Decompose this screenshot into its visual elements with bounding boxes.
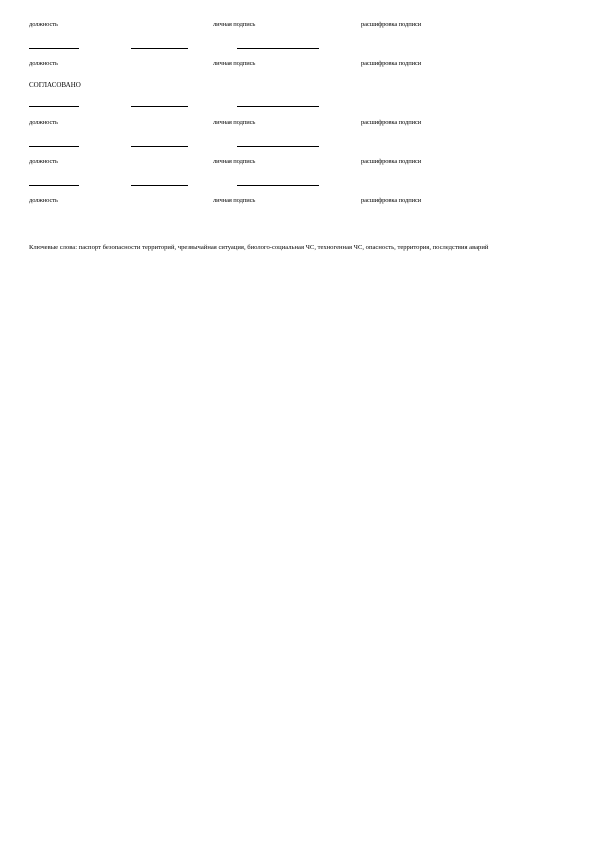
caption-signature-3: личная подпись	[213, 119, 256, 126]
position-line	[29, 48, 79, 49]
caption-decryption-3: расшифровка подписи	[361, 119, 422, 126]
date-line	[131, 106, 188, 107]
signature-line	[237, 146, 319, 147]
caption-position-1: должность	[29, 21, 58, 28]
position-line	[29, 106, 79, 107]
caption-decryption-4: расшифровка подписи	[361, 158, 422, 165]
position-line	[29, 185, 79, 186]
signature-line	[237, 106, 319, 107]
approved-heading: СОГЛАСОВАНО	[29, 81, 81, 89]
caption-signature-4: личная подпись	[213, 158, 256, 165]
caption-signature-5: личная подпись	[213, 197, 256, 204]
caption-position-3: должность	[29, 119, 58, 126]
signature-line	[237, 185, 319, 186]
date-line	[131, 185, 188, 186]
date-line	[131, 146, 188, 147]
date-line	[131, 48, 188, 49]
caption-decryption-5: расшифровка подписи	[361, 197, 422, 204]
position-line	[29, 146, 79, 147]
keywords-paragraph: Ключевые слова: паспорт безопасности территорий, чрезвычайная ситуация, биолого-социальная ЧС, техногенная ЧС, опасность, территория, последствия аварий	[29, 244, 489, 251]
caption-decryption-1: расшифровка подписи	[361, 21, 422, 28]
caption-decryption-2: расшифровка подписи	[361, 60, 422, 67]
caption-signature-1: личная подпись	[213, 21, 256, 28]
caption-position-5: должность	[29, 197, 58, 204]
caption-position-4: должность	[29, 158, 58, 165]
signature-line	[237, 48, 319, 49]
caption-signature-2: личная подпись	[213, 60, 256, 67]
caption-position-2: должность	[29, 60, 58, 67]
